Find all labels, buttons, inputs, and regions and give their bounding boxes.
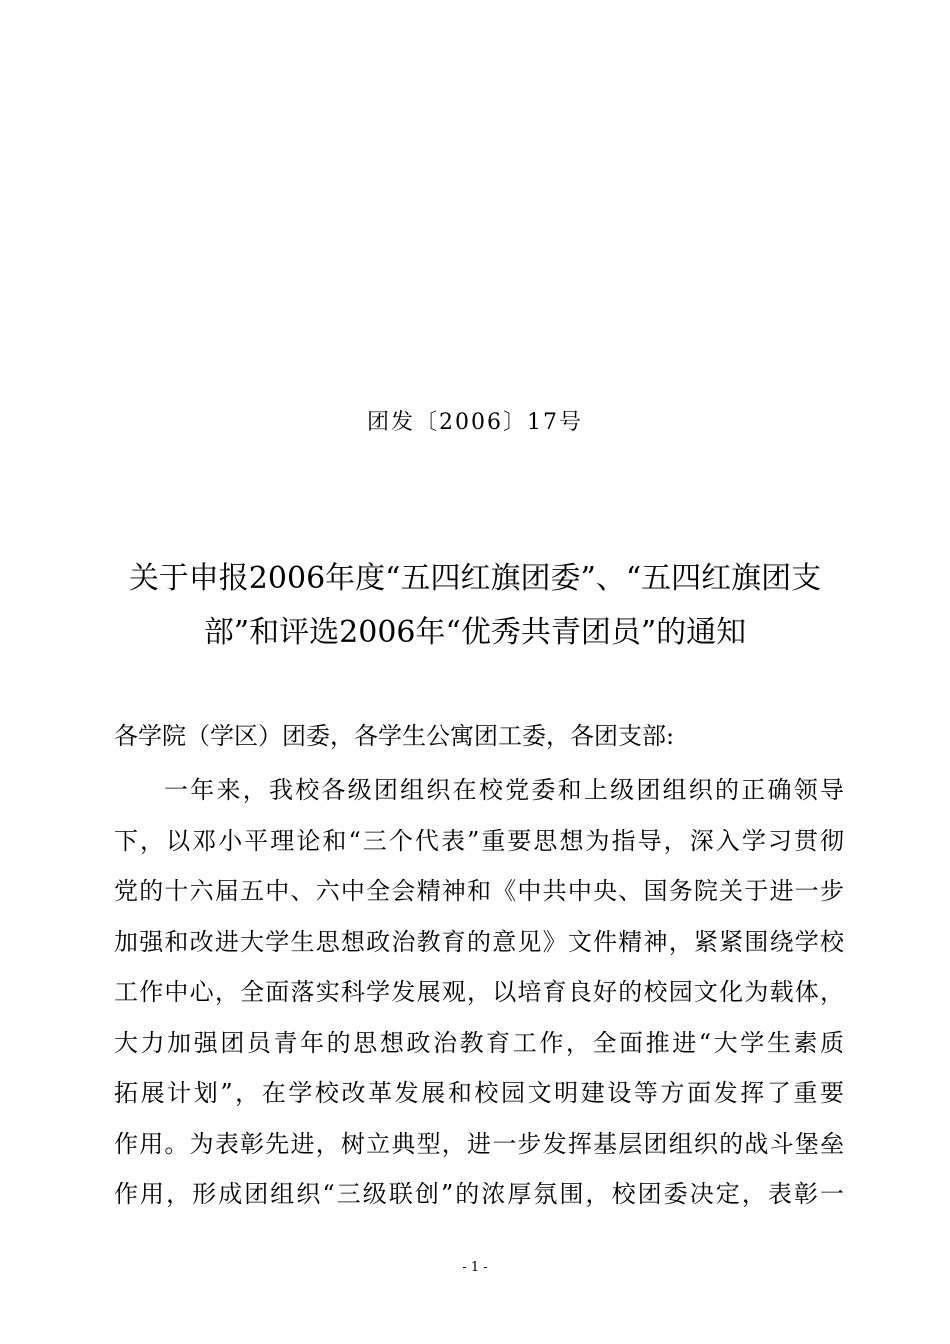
document-title bbox=[100, 552, 850, 660]
body-line: 下，以邓小平理论和“三个代表”重要思想为指导，深入学习贯彻 bbox=[114, 826, 844, 855]
body-line: 加强和改进大学生思想政治教育的意见》文件精神，紧紧围绕学校 bbox=[114, 927, 844, 956]
body-paragraph bbox=[114, 772, 844, 1227]
body-line: 工作中心，全面落实科学发展观，以培育良好的校园文化为载体， bbox=[114, 978, 844, 1006]
body-line: 一年来，我校各级团组织在校党委和上级团组织的正确领导 bbox=[164, 776, 844, 804]
body-line: 作用，形成团组织“三级联创”的浓厚氛围，校团委决定，表彰一 bbox=[114, 1180, 844, 1208]
document-number: 团发〔2006〕17号 bbox=[367, 410, 583, 435]
body-line: 拓展计划”，在学校改革发展和校园文明建设等方面发挥了重要 bbox=[114, 1079, 844, 1107]
body-line: 党的十六届五中、六中全会精神和《中共中央、国务院关于进一步 bbox=[114, 877, 844, 905]
page-number: - 1 - bbox=[462, 1260, 488, 1275]
body-line: 大力加强团员青年的思想政治教育工作，全面推进“大学生素质 bbox=[114, 1028, 844, 1057]
body-line: 作用。为表彰先进，树立典型，进一步发挥基层团组织的战斗堡垒 bbox=[114, 1129, 844, 1158]
title-line-2: 部”和评选2006年“优秀共青团员”的通知 bbox=[203, 615, 747, 650]
salutation: 各学院（学区）团委，各学生公寓团工委，各团支部: bbox=[114, 722, 675, 750]
title-line-1: 关于申报2006年度“五四红旗团委”、“五四红旗团支 bbox=[128, 561, 822, 596]
